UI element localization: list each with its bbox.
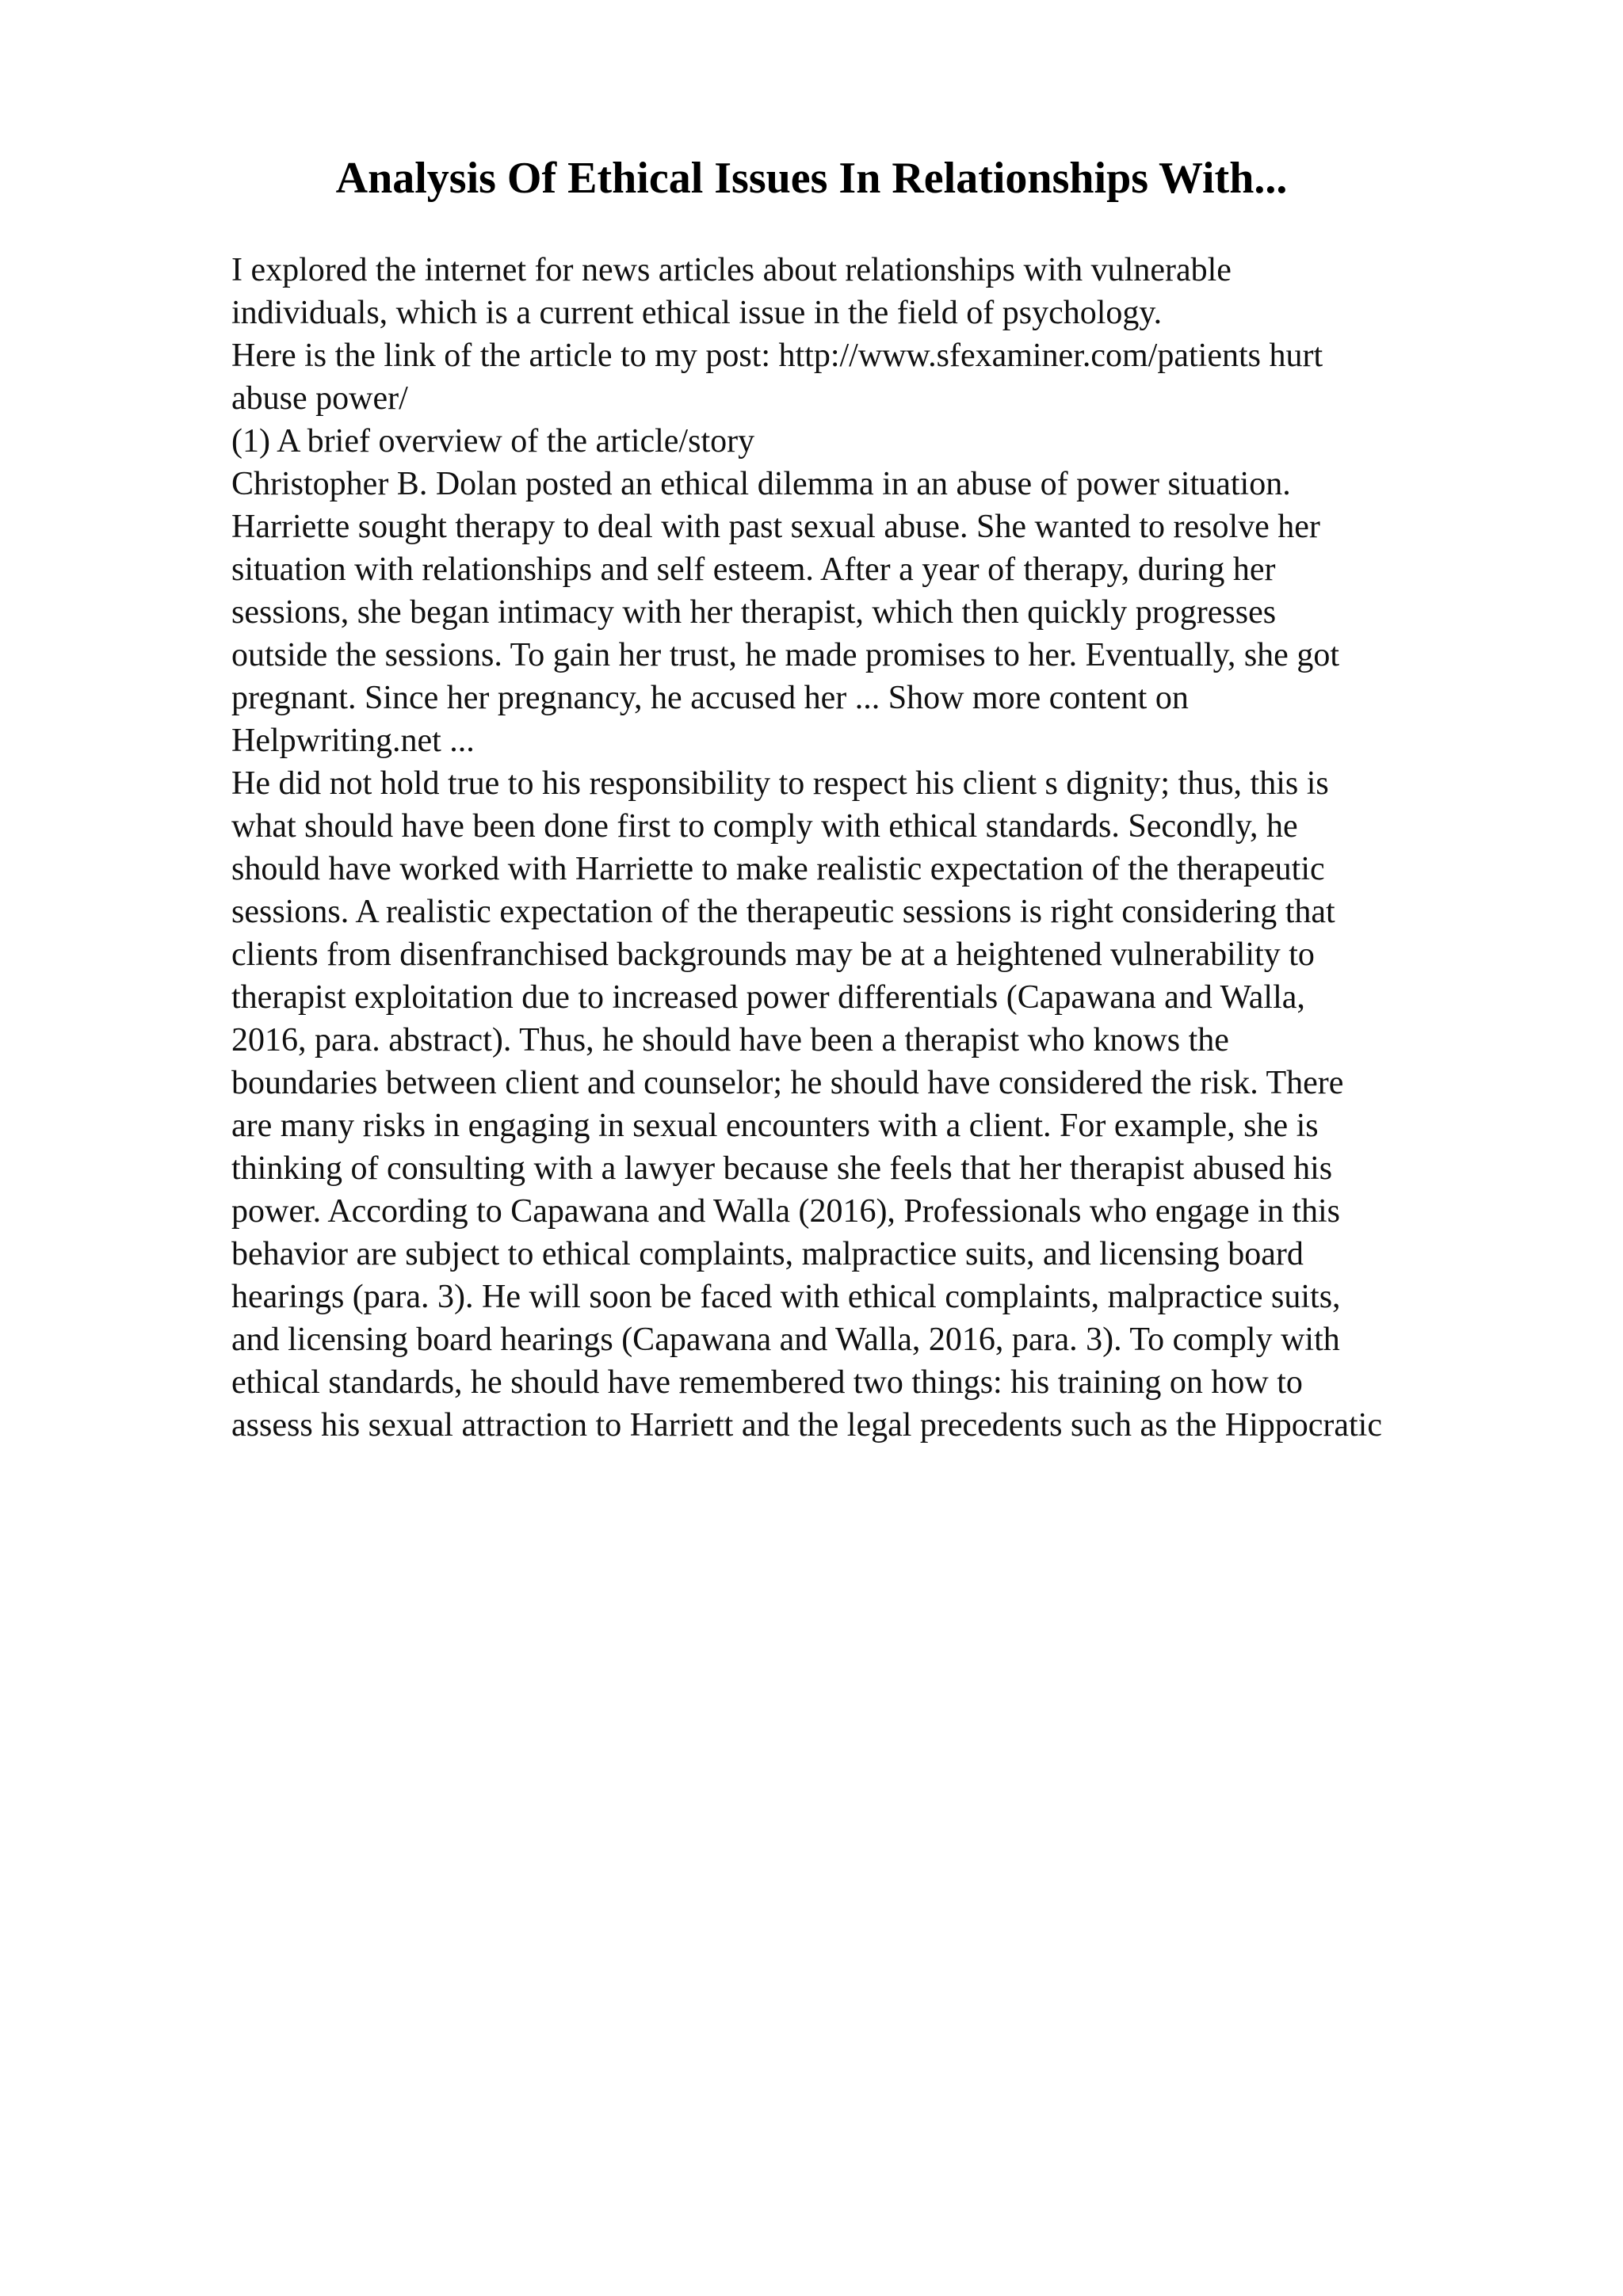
body-line: (1) A brief overview of the article/story — [231, 423, 755, 460]
body-line: power. According to Capawana and Walla (2016), Professionals who engage in this — [231, 1193, 1341, 1230]
body-line: I explored the internet for news articles about relationships with vulnerable — [231, 252, 1232, 288]
body-line: sessions. A realistic expectation of the therapeutic sessions is right considering that — [231, 894, 1335, 930]
body-line: outside the sessions. To gain her trust, he made promises to her. Eventually, she got — [231, 637, 1339, 673]
body-line: individuals, which is a current ethical issue in the field of psychology. — [231, 295, 1163, 331]
body-line: behavior are subject to ethical complaints, malpractice suits, and licensing board — [231, 1236, 1304, 1272]
body-line: hearings (para. 3). He will soon be faced with ethical complaints, malpractice suits, — [231, 1279, 1341, 1315]
page-title: Analysis Of Ethical Issues In Relationships With... — [335, 154, 1288, 203]
body-line: assess his sexual attraction to Harriett and the legal precedents such as the Hippocratic — [231, 1407, 1382, 1444]
body-line: should have worked with Harriette to make realistic expectation of the therapeutic — [231, 851, 1325, 887]
body-line: therapist exploitation due to increased power differentials (Capawana and Walla, — [231, 979, 1305, 1016]
document-body — [231, 249, 1594, 1447]
body-line: 2016, para. abstract). Thus, he should have been a therapist who knows the — [231, 1022, 1229, 1058]
body-line: situation with relationships and self esteem. After a year of therapy, during her — [231, 551, 1276, 588]
body-line: Helpwriting.net ... — [231, 723, 475, 759]
body-line: are many risks in engaging in sexual encounters with a client. For example, she is — [231, 1108, 1319, 1144]
body-line: Harriette sought therapy to deal with past sexual abuse. She wanted to resolve her — [231, 509, 1320, 545]
body-line: Christopher B. Dolan posted an ethical dilemma in an abuse of power situation. — [231, 466, 1291, 502]
body-line: and licensing board hearings (Capawana and Walla, 2016, para. 3). To comply with — [231, 1322, 1340, 1358]
body-line: pregnant. Since her pregnancy, he accused her ... Show more content on — [231, 680, 1189, 716]
body-line: Here is the link of the article to my post: http://www.sfexaminer.com/patients hurt — [231, 338, 1323, 374]
body-line: abuse power/ — [231, 380, 408, 417]
body-line: He did not hold true to his responsibility to respect his client s dignity; thus, this is — [231, 765, 1329, 802]
body-line: ethical standards, he should have remembered two things: his training on how to — [231, 1364, 1303, 1401]
body-line: thinking of consulting with a lawyer because she feels that her therapist abused his — [231, 1150, 1333, 1187]
body-line: clients from disenfranchised backgrounds may be at a heightened vulnerability to — [231, 936, 1315, 973]
body-line: what should have been done first to comply with ethical standards. Secondly, he — [231, 808, 1298, 845]
body-line: boundaries between client and counselor; he should have considered the risk. There — [231, 1065, 1344, 1101]
body-line: sessions, she began intimacy with her therapist, which then quickly progresses — [231, 594, 1277, 631]
